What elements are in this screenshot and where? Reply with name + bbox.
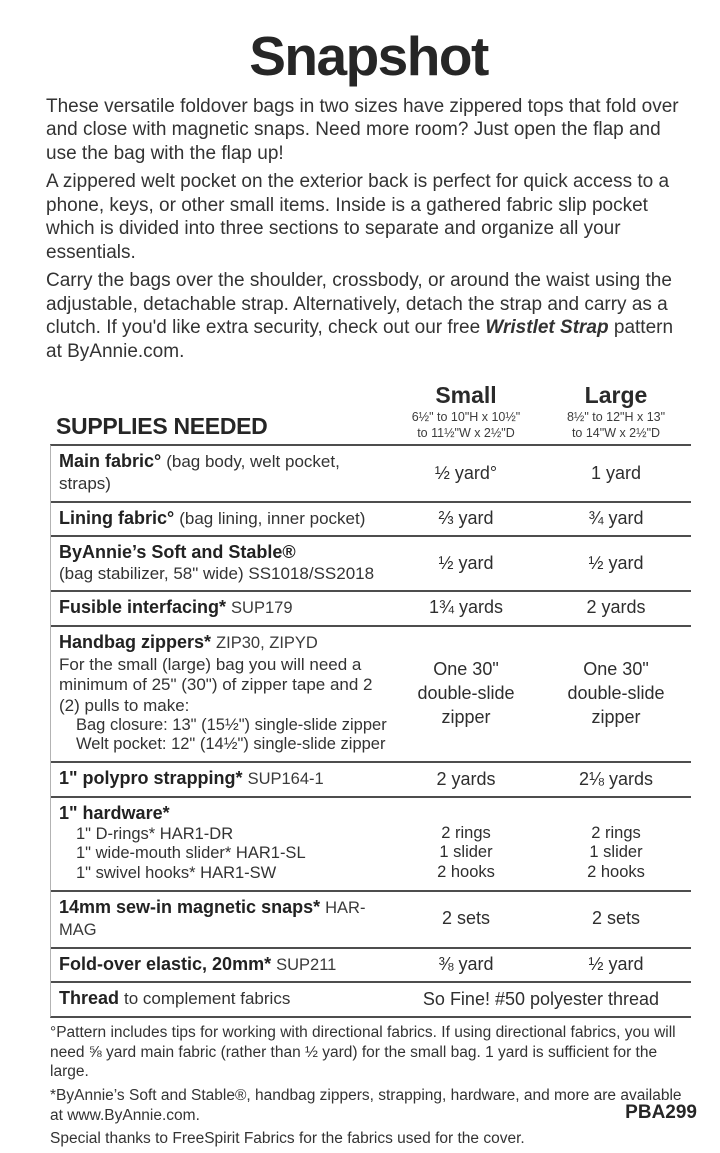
hardware-small-slider: 1 slider: [439, 843, 493, 862]
footnote-special-thanks: Special thanks to FreeSpirit Fabrics for the fabrics used for the cover.: [50, 1130, 525, 1148]
supply-row-hardware: [51, 796, 691, 890]
cell-small: ½ yard°: [434, 462, 498, 483]
row-label-cell: [51, 627, 391, 762]
cell-large: One 30" double-slide zipper: [567, 659, 665, 727]
intro-paragraph-3-tail: pattern at ByAnnie.com.: [46, 317, 674, 362]
footnotes: [50, 1023, 697, 1149]
cell-thread-value: So Fine! #50 polyester thread: [422, 989, 660, 1010]
supply-row-magnetic-snaps: [51, 890, 691, 947]
size-dims-large-line1: 8½" to 12"H x 13": [566, 410, 666, 425]
row-desc: (bag lining, inner pocket): [179, 508, 366, 528]
row-label: ByAnnie’s Soft and Stable®: [59, 542, 296, 563]
supplies-heading-wrap: [46, 413, 391, 444]
size-dims-small: [391, 410, 541, 441]
row-label-cell: [51, 949, 391, 982]
row-label-cell: [51, 798, 391, 890]
row-label: 14mm sew-in magnetic snaps*: [59, 896, 321, 917]
cell-small: ½ yard: [438, 552, 494, 573]
size-label-small: Small: [435, 381, 497, 408]
intro-paragraph-3: [46, 269, 691, 364]
cell-small: 2 yards: [436, 768, 496, 789]
row-desc: to complement fabrics: [124, 989, 291, 1009]
size-dims-large-line2: to 14"W x 2½"D: [571, 425, 661, 440]
row-label-cell: [51, 446, 391, 500]
supplies-heading: SUPPLIES NEEDED: [56, 413, 268, 440]
row-product-code: SUP164-1: [247, 770, 324, 789]
zipper-welt-pocket-line: Welt pocket: 12" (14½") single-slide zipper: [76, 735, 386, 754]
zipper-bag-closure-line: Bag closure: 13" (15½") single-slide zipper: [76, 715, 387, 734]
supply-row-handbag-zippers: [51, 625, 691, 762]
cell-large: [541, 798, 691, 890]
pattern-code: PBA299: [625, 1102, 697, 1124]
intro-paragraph-2: A zippered welt pocket on the exterior back is perfect for quick access to a phone, keys, or other small items. Inside is a gathered fabric slip pocket which is divided into three sections to separate and organize all your essentials.: [46, 170, 670, 263]
cell-small: 2 sets: [441, 908, 491, 929]
size-dims-small-line1: 6½" to 10"H x 10½": [411, 410, 521, 425]
cell-small: 1¾ yards: [428, 597, 504, 618]
row-label: 1" hardware*: [59, 802, 170, 823]
intro-paragraph-1: These versatile foldover bags in two sizes have zippered tops that fold over and close with magnetic snaps. Need more room? Just open the flap and use the bag with the flap up!: [46, 95, 679, 164]
supply-row-fusible-interfacing: [51, 590, 691, 625]
supply-row-thread: [51, 981, 691, 1016]
cell-large: ½ yard: [588, 552, 644, 573]
supply-row-polypro-strapping: [51, 761, 691, 796]
supply-row-soft-and-stable: [51, 535, 691, 590]
hardware-d-rings-line: 1" D-rings* HAR1-DR: [76, 824, 234, 843]
row-label-cell: [51, 503, 391, 536]
hardware-swivel-hooks-line: 1" swivel hooks* HAR1-SW: [76, 864, 277, 883]
row-label: Thread: [59, 988, 120, 1009]
row-label-cell: [51, 983, 391, 1016]
row-label: 1" polypro strapping*: [59, 768, 243, 789]
row-label: Main fabric°: [59, 451, 162, 472]
wristlet-strap-emphasis: Wristlet Strap: [485, 317, 609, 339]
cell-small: [391, 798, 541, 890]
cell-small: ⅔ yard: [438, 508, 494, 529]
row-label: Handbag zippers*: [59, 631, 212, 652]
row-product-code: ZIP30, ZIPYD: [216, 633, 318, 652]
size-label-large: Large: [584, 381, 648, 408]
cell-large: ½ yard: [588, 954, 644, 975]
supply-row-fold-over-elastic: [51, 947, 691, 982]
row-label: Fold-over elastic, 20mm*: [59, 953, 272, 974]
row-product-code: SUP179: [231, 598, 293, 617]
intro-paragraph-3-text: Carry the bags over the shoulder, crossbody, or around the waist using the adjustable, detachable strap. Alternatively, detach the strap and carry as a clutch. If you'd like extra security, check out our free: [46, 269, 672, 339]
cell-large: ¾ yard: [588, 508, 644, 529]
row-label-cell: [51, 592, 391, 625]
row-label-cell: [51, 892, 391, 947]
cell-small: ⅜ yard: [438, 954, 494, 975]
footnote-availability: *ByAnnie’s Soft and Stable®, handbag zippers, strapping, hardware, and more are available at www.ByAnnie.com.: [50, 1086, 682, 1124]
footnote-directional-fabrics: °Pattern includes tips for working with directional fabrics. If using directional fabrics, you will need ⅝ yard main fabric (rather than ½ yard) for the small bag. 1 yard is sufficient for the large.: [50, 1023, 676, 1081]
row-label-cell: [51, 537, 391, 590]
hardware-large-slider: 1 slider: [589, 843, 643, 862]
row-desc: (bag body, welt pocket, straps): [59, 452, 340, 494]
row-product-code: SUP211: [276, 955, 337, 974]
row-label-cell: [51, 763, 391, 796]
zipper-requirements-note: For the small (large) bag you will need a minimum of 25" (30") of zipper tape and 2 (2) pulls to make:: [59, 655, 373, 715]
supply-row-lining-fabric: [51, 501, 691, 536]
hardware-large-hooks: 2 hooks: [587, 863, 645, 882]
supplies-table: [50, 444, 691, 1017]
page-title: Snapshot: [249, 25, 488, 87]
hardware-small-rings: 2 rings: [441, 823, 491, 842]
page-content: [46, 0, 697, 1153]
size-dims-small-line2: to 11½"W x 2½"D: [417, 425, 515, 440]
size-column-small: [391, 382, 541, 445]
cell-large: 1 yard: [590, 462, 642, 483]
cell-large: 2 sets: [591, 908, 641, 929]
row-label: Lining fabric°: [59, 507, 175, 528]
footnote-availability-wrap: [50, 1086, 697, 1125]
cell-large: 2 yards: [586, 597, 646, 618]
row-label: Fusible interfacing*: [59, 596, 227, 617]
hardware-large-rings: 2 rings: [591, 823, 641, 842]
size-column-large: [541, 382, 691, 445]
cell-small: One 30" double-slide zipper: [417, 659, 515, 727]
hardware-small-hooks: 2 hooks: [437, 863, 495, 882]
cell-large: 2⅛ yards: [578, 768, 654, 789]
supplies-table-header: [46, 382, 691, 445]
row-product-code: HAR-MAG: [59, 898, 366, 939]
supply-row-main-fabric: [51, 446, 691, 500]
size-dims-large: [541, 410, 691, 441]
row-desc: (bag stabilizer, 58" wide) SS1018/SS2018: [59, 563, 375, 583]
hardware-slider-line: 1" wide-mouth slider* HAR1-SL: [76, 844, 306, 863]
